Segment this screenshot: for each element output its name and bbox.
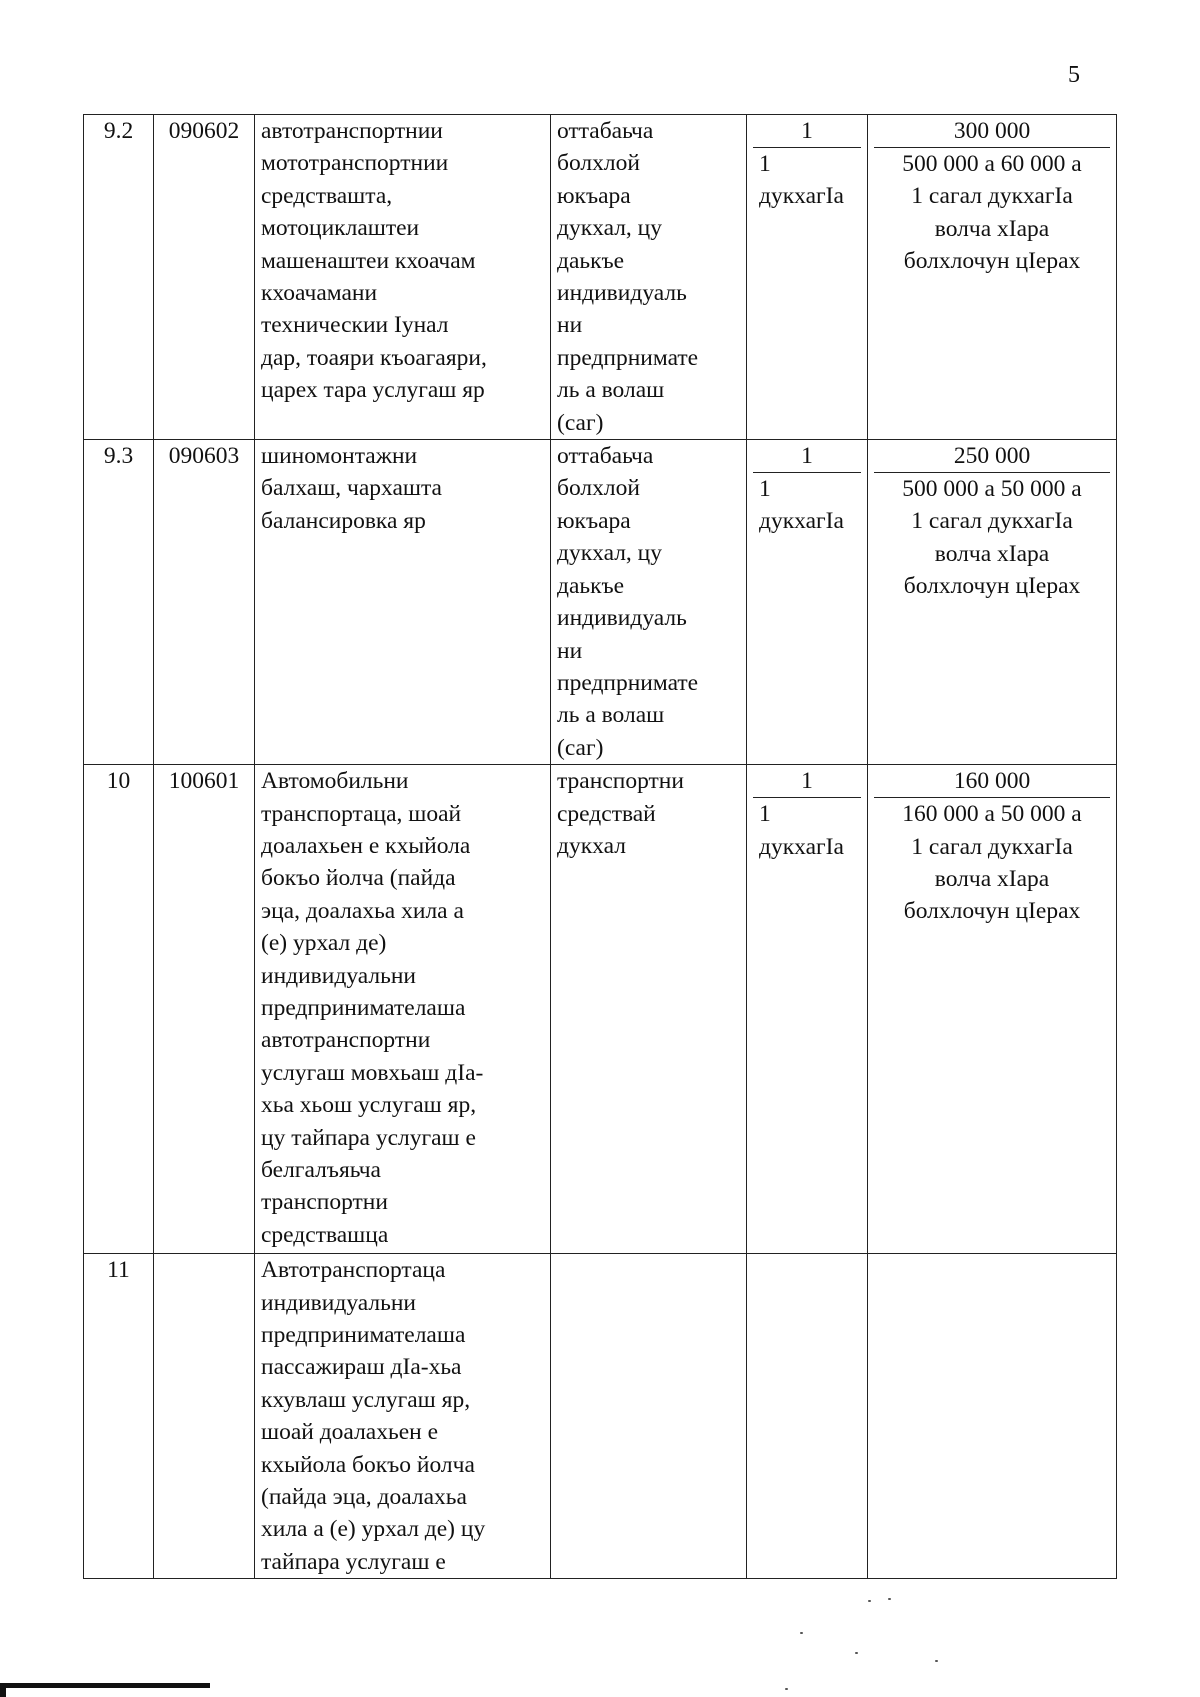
- rate-cell: [868, 765, 1117, 1254]
- unit-of-measure: оттабаьча болхлой юкъара дукхал, цу даькъе индивидуаль ни предпрнимате ль а волаш (саг): [551, 115, 747, 440]
- quantity-base: 1: [753, 115, 861, 148]
- quantity-extra: 1 дукхагIа: [759, 476, 844, 535]
- rate-base: 250 000: [874, 440, 1110, 473]
- activity-code: 090603: [154, 440, 255, 765]
- activity-description: Автомобильни транспортаца, шоай доалахьен е кхыйола бокъо йолча (пайда эца, доалахьа хила а (е) урхал де) индивидуальни предпринимателаша автотранспортни услугаш мовхьаш дIа- хьа хьош услугаш яр, цу тайпара услугаш е белгалъяьча транспортни средствашца: [255, 765, 551, 1254]
- scan-speck: [888, 1598, 891, 1600]
- page-number: 5: [1068, 62, 1080, 88]
- table-row: [84, 440, 1117, 765]
- rate-cell: [868, 440, 1117, 765]
- scan-speck: [800, 1632, 803, 1634]
- table-row: [84, 115, 1117, 440]
- row-number: 10: [84, 765, 154, 1254]
- scan-speck: [785, 1688, 788, 1690]
- rate-base: 160 000: [874, 765, 1110, 798]
- row-number: 9.2: [84, 115, 154, 440]
- tariff-table: [83, 114, 1117, 1579]
- quantity-cell: [747, 440, 868, 765]
- activity-code: 090602: [154, 115, 255, 440]
- table-row: [84, 765, 1117, 1254]
- scan-speck: [935, 1660, 938, 1662]
- scan-edge-mark: [0, 1683, 210, 1688]
- unit-of-measure: [551, 1254, 747, 1579]
- scan-speck: [855, 1652, 858, 1654]
- rate-extra: 160 000 а 50 000 а 1 сагал дукхагIа волча хIара болхлочун цIерах: [902, 801, 1082, 925]
- quantity-extra: 1 дукхагIа: [759, 801, 844, 860]
- scan-edge-mark: [0, 1686, 6, 1697]
- quantity-cell: [747, 115, 868, 440]
- rate-base: 300 000: [874, 115, 1110, 148]
- quantity-base: 1: [753, 440, 861, 473]
- scan-speck: [868, 1600, 871, 1602]
- table-row: [84, 1254, 1117, 1579]
- activity-description: шиномонтажни балхаш, чархашта балансировка яр: [255, 440, 551, 765]
- rate-cell: [868, 115, 1117, 440]
- unit-of-measure: транспортни средствай дукхал: [551, 765, 747, 1254]
- quantity-cell: [747, 765, 868, 1254]
- quantity-cell: [747, 1254, 868, 1579]
- rate-extra: 500 000 а 50 000 а 1 сагал дукхагIа волча хIара болхлочун цIерах: [902, 476, 1082, 600]
- unit-of-measure: оттабаьча болхлой юкъара дукхал, цу даькъе индивидуаль ни предпрнимате ль а волаш (саг): [551, 440, 747, 765]
- row-number: 9.3: [84, 440, 154, 765]
- activity-code: [154, 1254, 255, 1579]
- rate-extra: 500 000 а 60 000 а 1 сагал дукхагIа волча хIара болхлочун цIерах: [902, 151, 1082, 275]
- activity-code: 100601: [154, 765, 255, 1254]
- row-number: 11: [84, 1254, 154, 1579]
- activity-description: Автотранспортаца индивидуальни предпринимателаша пассажираш дIа-хьа кхувлаш услугаш яр, шоай доалахьен е кхыйола бокъо йолча (пайда эца, доалахьа хила а (е) урхал де) цу тайпара услугаш е: [255, 1254, 551, 1579]
- quantity-base: 1: [753, 765, 861, 798]
- activity-description: автотранспортнии мототранспортнии средствашта, мотоциклаштеи машенаштеи кхоачам кхоачамани техническии Iунал дар, тоаяри къоагаяри, царех тара услугаш яр: [255, 115, 551, 440]
- quantity-extra: 1 дукхагIа: [759, 151, 844, 210]
- rate-cell: [868, 1254, 1117, 1579]
